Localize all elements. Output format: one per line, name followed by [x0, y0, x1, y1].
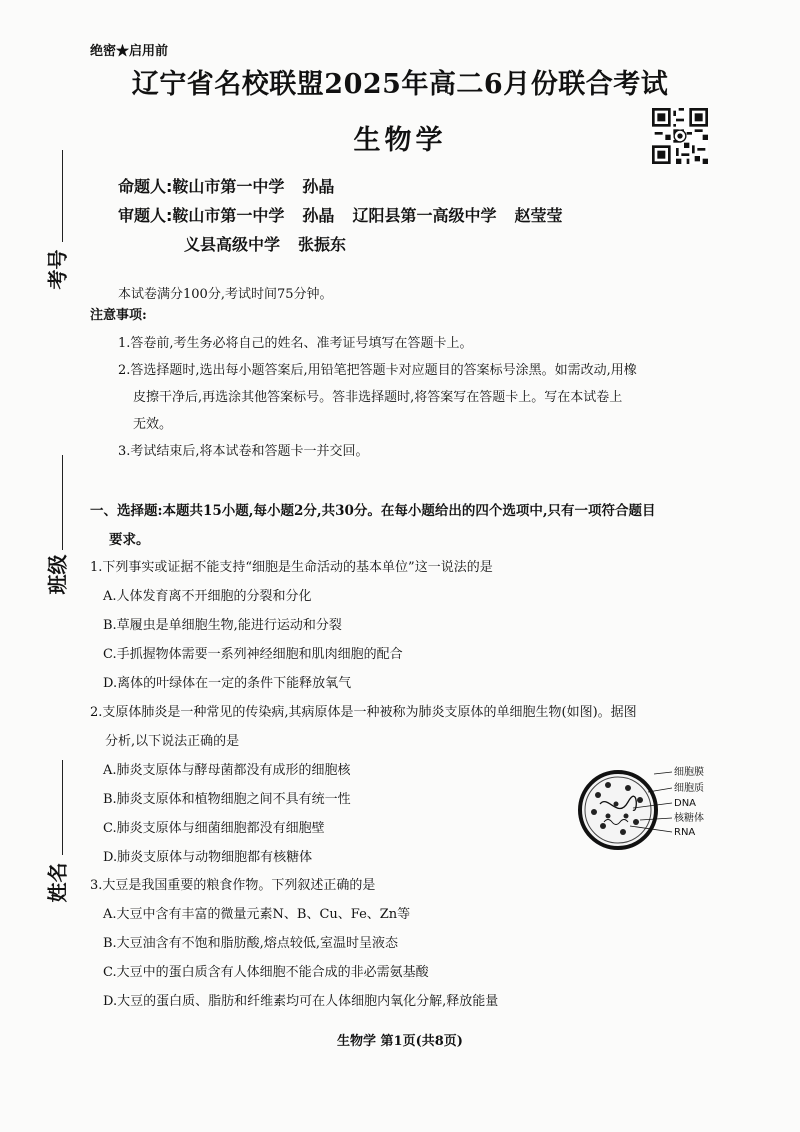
option-d: D.大豆的蛋白质、脂肪和纤维素均可在人体细胞内氧化分解,释放能量 — [103, 994, 499, 1009]
name-line — [62, 760, 63, 855]
option-d: D.肺炎支原体与动物细胞都有核糖体 — [103, 850, 313, 865]
notes-title: 注意事项: — [90, 308, 147, 323]
option-d: D.离体的叶绿体在一定的条件下能释放氧气 — [103, 676, 352, 691]
option-b: B.大豆油含有不饱和脂肪酸,熔点较低,室温时呈液态 — [103, 936, 398, 951]
author-school: 鞍山市第一中学 — [172, 177, 285, 196]
figure-label-ribosome: 核糖体 — [674, 813, 704, 824]
exam-no-label: 考号 — [45, 249, 70, 290]
subject-title: 生物学 — [353, 125, 447, 156]
reviewer-school: 鞍山市第一中学 — [172, 206, 285, 225]
reviewer-row — [118, 201, 562, 230]
figure-label-dna: DNA — [674, 798, 697, 809]
note-item: 2.答选择题时,选出每小题答案后,用铅笔把答题卡对应题目的答案标号涂黑。如需改动,用橡 — [118, 363, 637, 378]
exam-no-line — [62, 150, 63, 242]
option-a: A.大豆中含有丰富的微量元素N、B、Cu、Fe、Zn等 — [103, 907, 411, 922]
section-heading — [90, 497, 720, 555]
question-stem: 2.支原体肺炎是一种常见的传染病,其病原体是一种被称为肺炎支原体的单细胞生物(如图)。据图 — [90, 705, 637, 720]
name-label: 姓名 — [45, 862, 70, 903]
author-label: 命题人: — [118, 177, 173, 196]
section-line: 一、选择题:本题共15小题,每小题2分,共30分。在每小题给出的四个选项中,只有一项符合题目 — [90, 503, 656, 519]
notes-list — [118, 330, 718, 465]
reviewer-school: 义县高级中学 — [184, 235, 281, 254]
question-3 — [90, 871, 730, 1016]
author-name: 孙晶 — [302, 177, 335, 196]
secret-mark: 绝密★启用前 — [90, 44, 169, 59]
question-stem-continued: 分析,以下说法正确的是 — [105, 734, 240, 749]
reviewer-name: 赵莹莹 — [514, 206, 563, 225]
option-c: C.肺炎支原体与细菌细胞都没有细胞壁 — [103, 821, 325, 836]
reviewer-name: 张振东 — [298, 235, 347, 254]
figure-label-cytoplasm: 细胞质 — [674, 783, 704, 794]
class-line — [62, 455, 63, 550]
class-label: 班级 — [45, 554, 70, 595]
note-item: 3.考试结束后,将本试卷和答题卡一并交回。 — [118, 444, 369, 459]
reviewer-school: 辽阳县第一高级中学 — [352, 206, 497, 225]
question-stem: 1.下列事实或证据不能支持“细胞是生命活动的基本单位”这一说法的是 — [90, 560, 493, 575]
note-item-continued: 皮擦干净后,再选涂其他答案标号。答非选择题时,将答案写在答题卡上。写在本试卷上 — [133, 390, 623, 405]
reviewer-name: 孙晶 — [302, 206, 335, 225]
qr-code-icon — [652, 108, 708, 164]
exam-info: 本试卷满分100分,考试时间75分钟。 — [118, 287, 333, 302]
cell-membrane-shape — [580, 772, 656, 848]
note-item-continued: 无效。 — [133, 417, 173, 432]
option-a: A.肺炎支原体与酵母菌都没有成形的细胞核 — [103, 763, 351, 778]
option-a: A.人体发育离不开细胞的分裂和分化 — [103, 589, 312, 604]
figure-label-membrane: 细胞膜 — [674, 767, 704, 778]
option-b: B.肺炎支原体和植物细胞之间不具有统一性 — [103, 792, 351, 807]
page-footer: 生物学 第1页(共8页) — [337, 1034, 463, 1049]
question-stem: 3.大豆是我国重要的粮食作物。下列叙述正确的是 — [90, 878, 376, 893]
exam-title: 辽宁省名校联盟2025年高二6月份联合考试 — [131, 69, 669, 100]
section-line: 要求。 — [109, 532, 150, 548]
option-c: C.大豆中的蛋白质含有人体细胞不能合成的非必需氨基酸 — [103, 965, 429, 980]
option-c: C.手抓握物体需要一系列神经细胞和肌肉细胞的配合 — [103, 647, 403, 662]
reviewer-row-continued — [118, 230, 562, 259]
question-1 — [90, 553, 730, 698]
author-row — [118, 172, 562, 201]
note-item: 1.答卷前,考生务必将自己的姓名、准考证号填写在答题卡上。 — [118, 336, 473, 351]
mycoplasma-figure — [578, 760, 718, 860]
authors-block — [118, 172, 562, 259]
reviewer-label: 审题人: — [118, 206, 173, 225]
option-b: B.草履虫是单细胞生物,能进行运动和分裂 — [103, 618, 342, 633]
figure-label-rna: RNA — [674, 827, 696, 838]
